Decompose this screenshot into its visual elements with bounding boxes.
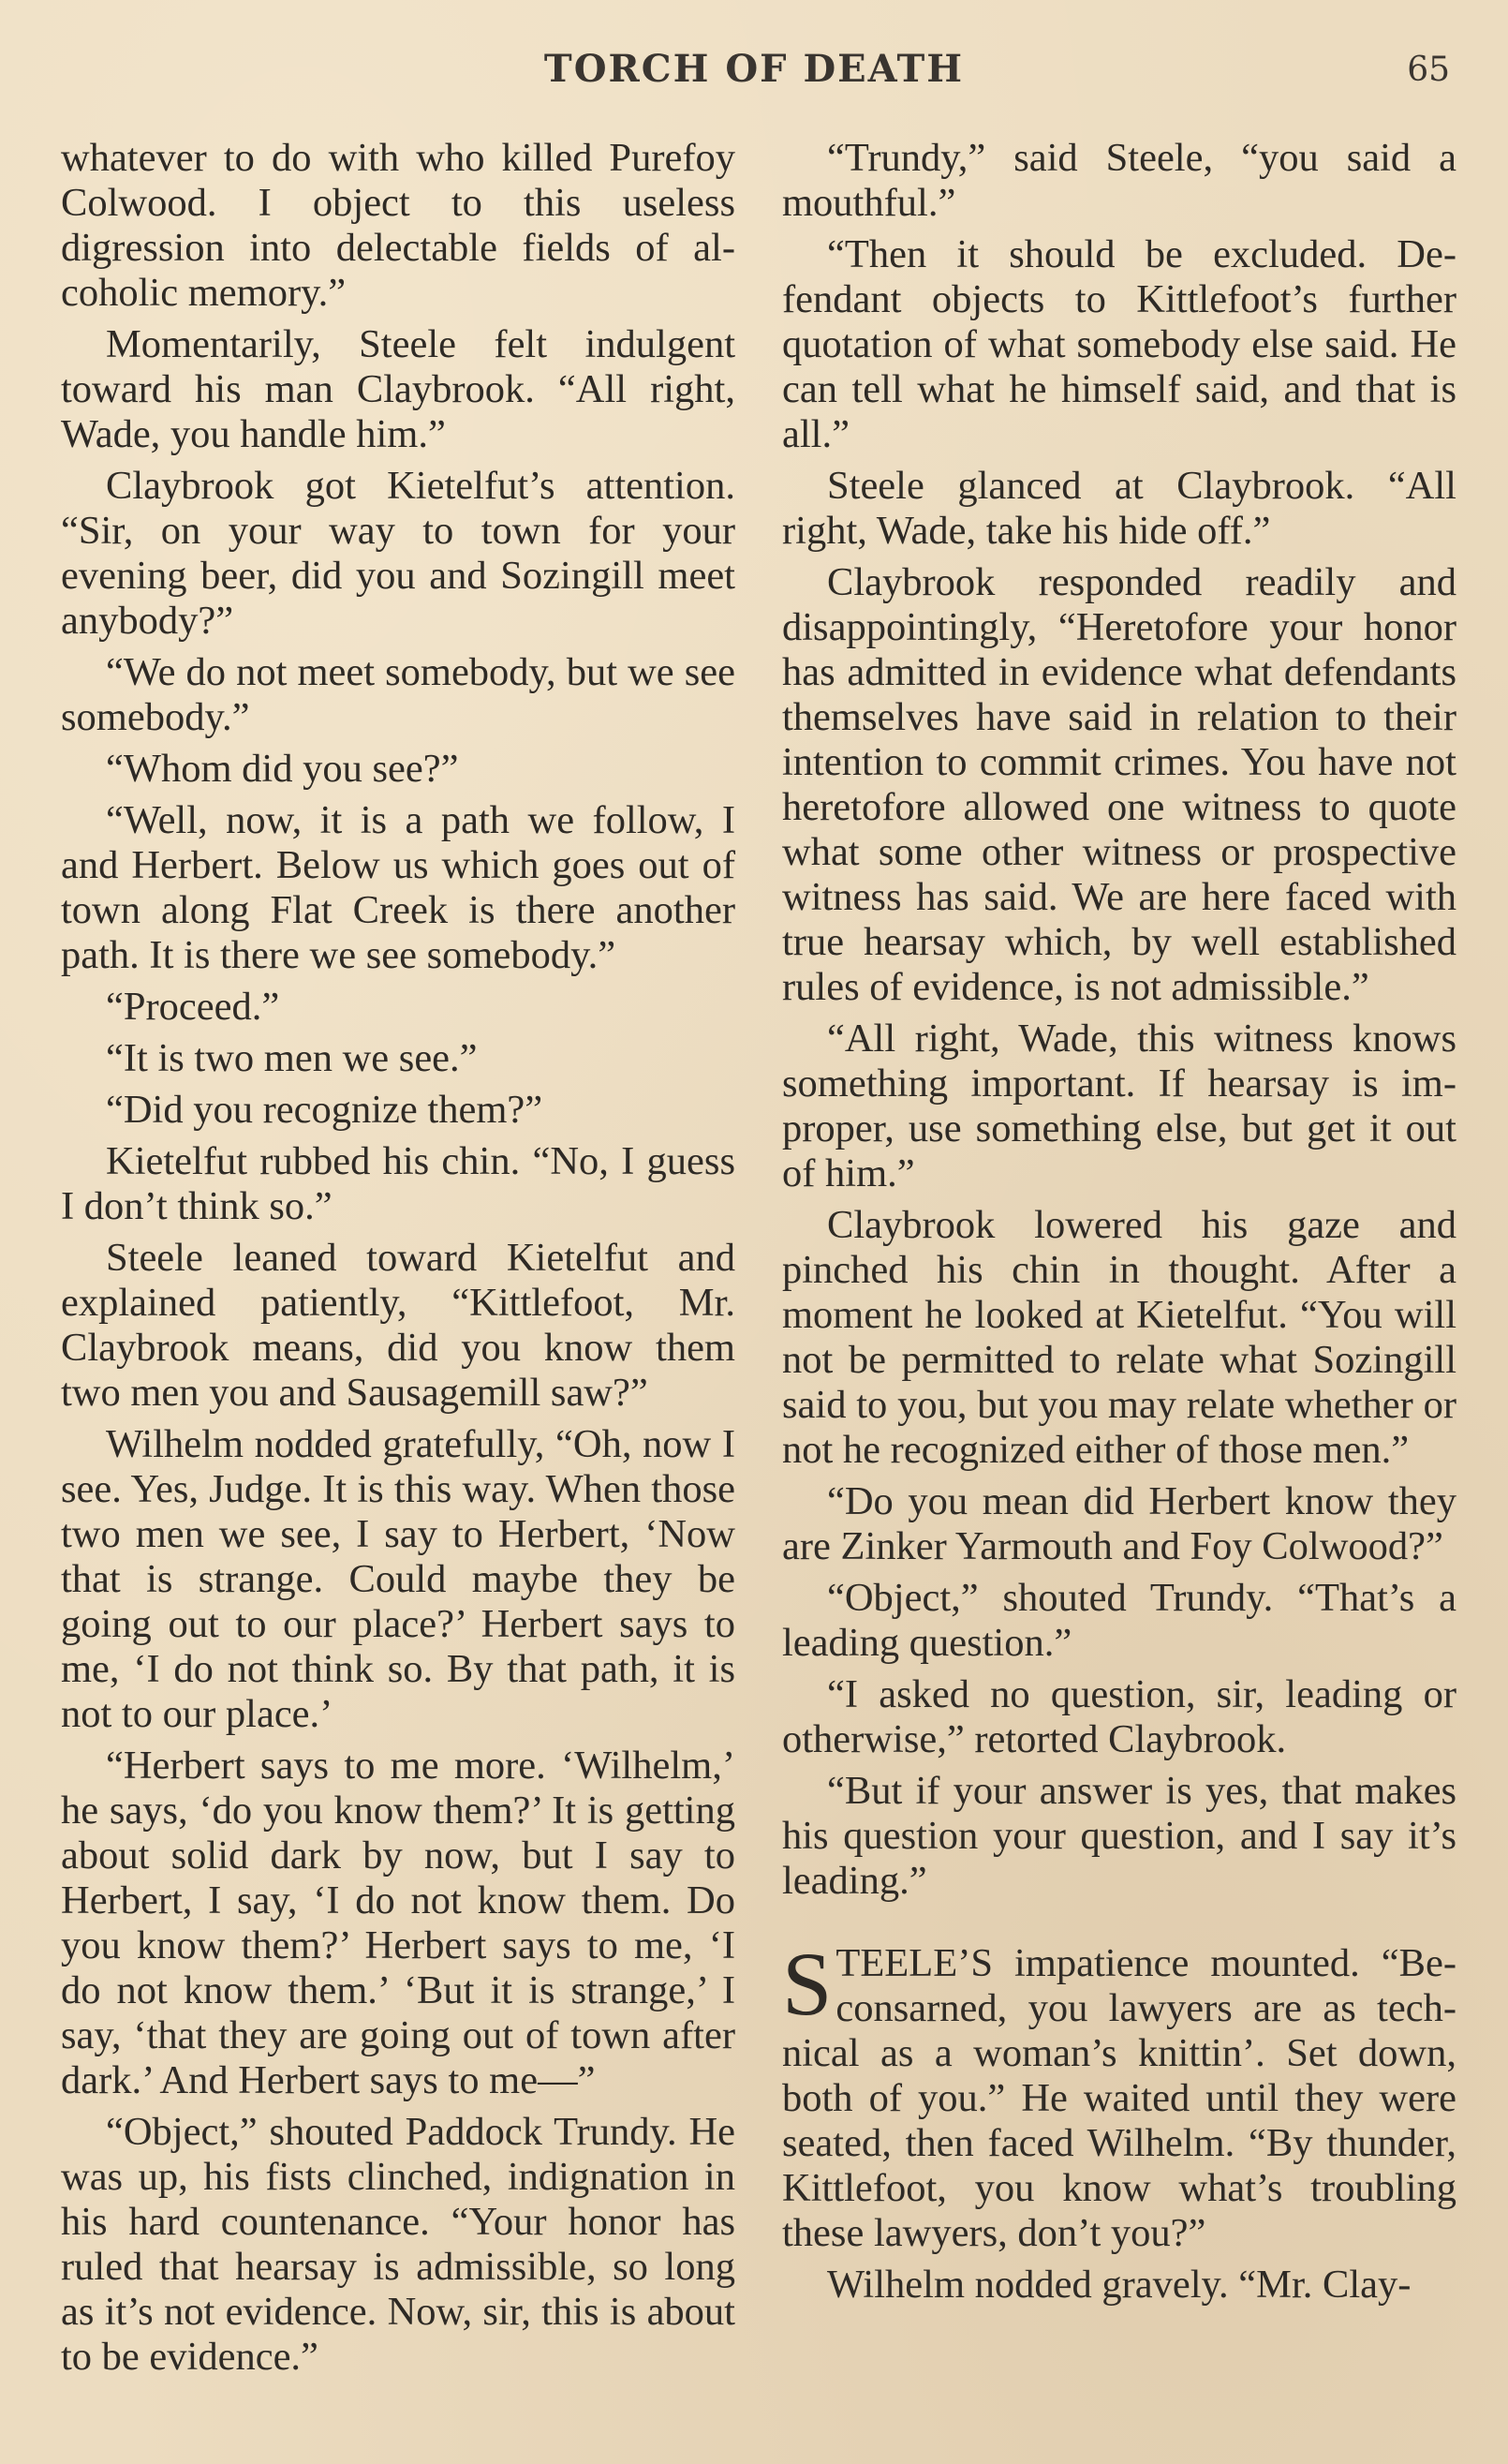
paragraph: “All right, Wade, this witness knows something important. If hearsay is improper, use something else, but get it out of him.”: [782, 1017, 1456, 1195]
paragraph: “Did you recognize them?”: [106, 1088, 543, 1132]
left-column: [61, 136, 735, 2386]
right-column: [782, 136, 1456, 2314]
paragraph: “Object,” shouted Paddock Trundy. He was up, his fists clinched, indignation in his hard countenance. “Your honor has ruled that hearsay is admissible, so long as it’s not evidence. Now, sir, this is about to be evidence.”: [61, 2110, 735, 2379]
paragraph: “It is two men we see.”: [106, 1036, 478, 1080]
page-header: [0, 47, 1508, 103]
paragraph: whatever to do with who killed Purefoy Colwood. I object to this useless digression into delectable fields of alcoholic memory.”: [61, 136, 735, 315]
paragraph: “Trundy,” said Steele, “you said a mouthful.”: [782, 136, 1456, 225]
drop-cap: S: [782, 1934, 833, 2034]
paragraph: “Then it should be excluded. Defendant objects to Kittlefoot’s further quotation of what somebody else said. He can tell what he himself said, and that is all.”: [782, 232, 1456, 456]
paragraph: “I asked no question, sir, leading or otherwise,” retorted Claybrook.: [782, 1672, 1456, 1761]
paragraph: Wilhelm nodded gravely. “Mr. Clay-: [827, 2263, 1412, 2307]
paragraph: Steele glanced at Claybrook. “All right, Wade, take his hide off.”: [782, 464, 1456, 553]
paragraph: “Well, now, it is a path we follow, I and Herbert. Below us which goes out of town along Flat Creek is there another path. It is there we see somebody.”: [61, 798, 735, 977]
paragraph: “Proceed.”: [106, 985, 280, 1029]
paragraph: “We do not meet somebody, but we see somebody.”: [61, 650, 735, 739]
paragraph: “Herbert says to me more. ‘Wilhelm,’ he says, ‘do you know them?’ It is getting about solid dark by now, but I say to Herbert, I say, ‘I do not know them. Do you know them?’ Herbert says to me, ‘I do not know them.’ ‘But it is strange,’ I say, ‘that they are going out of town after dark.’ And Herbert says to me—”: [61, 1744, 735, 2102]
page-number: 65: [1407, 51, 1450, 89]
paragraph: Wilhelm nodded gratefully, “Oh, now I see. Yes, Judge. It is this way. When those two men we see, I say to Herbert, ‘Now that is strange. Could maybe they be going out to our place?’ Herbert says to me, ‘I do not think so. By that path, it is not to our place.’: [61, 1422, 735, 1736]
paragraph: Steele leaned toward Kietelfut and explained patiently, “Kittlefoot, Mr. Claybrook means, did you know them two men you and Sausagemill saw?”: [61, 1236, 735, 1415]
paragraph: “Do you mean did Herbert know they are Zinker Yarmouth and Foy Colwood?”: [782, 1479, 1456, 1568]
paragraph: Claybrook responded readily and disappointingly, “Heretofore your honor has admitted in evidence what defendants themselves have said in relation to their intention to commit crimes. You have not heretofore allowed one witness to quote what some other witness or prospective witness has said. We are here faced with true hearsay which, by well established rules of evidence, is not admissible.”: [782, 560, 1456, 1009]
paragraph: Kietelfut rubbed his chin. “No, I guess I don’t think so.”: [61, 1139, 735, 1228]
paragraph: “Whom did you see?”: [106, 747, 459, 791]
paragraph: “Object,” shouted Trundy. “That’s a leading question.”: [782, 1576, 1456, 1665]
paragraph: Claybrook lowered his gaze and pinched his chin in thought. After a moment he looked at Kietelfut. “You will not be permitted to relate what Sozingill said to you, but you may relate whether or not he recognized either of those men.”: [782, 1203, 1456, 1472]
section-opening-paragraph: [782, 1934, 1456, 2256]
paragraph: Claybrook got Kietelfut’s attention. “Sir, on your way to town for your evening beer, did you and Sozingill meet anybody?”: [61, 464, 735, 643]
paragraph: “But if your answer is yes, that makes his question your question, and I say it’s leading.”: [782, 1769, 1456, 1903]
running-title: TORCH OF DEATH: [543, 47, 965, 91]
paragraph: Momentarily, Steele felt indulgent toward his man Claybrook. “All right, Wade, you handle him.”: [61, 322, 735, 456]
section-opening-text: TEELE’S impatience mounted. “Beconsarned, you lawyers are as technical as a woman’s knittin’. Set down, both of you.” He waited until they were seated, then faced Wilhelm. “By thunder, Kittlefoot, you know what’s troubling these lawyers, don’t you?”: [782, 1941, 1456, 2255]
